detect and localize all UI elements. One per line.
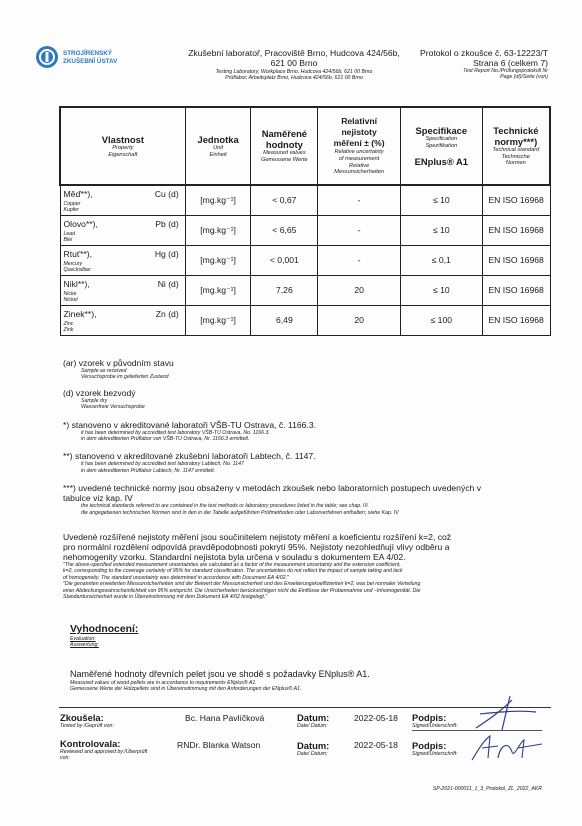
lab-address-block xyxy=(172,48,416,82)
lab-en: Testing Laboratory, Workplace Brno, Hudcova 424/56b, 621 00 Brno xyxy=(215,69,373,75)
company-logo xyxy=(36,46,176,72)
note-d-de: Wasserfreie Versuchsprobe xyxy=(81,404,145,411)
header-uncertainty: Relativní nejistoty měření ± (%) Relative uncertainty of measurement Relative Messunsicherheiten xyxy=(318,107,401,185)
uncertainty-en2: k=2, corresponding to the coverage certainty of 95% for standard classification. The uncertainties do not reflect the impact of sample taking and lack xyxy=(63,568,403,575)
tested-date-sub: Date/ Datum: xyxy=(297,723,328,729)
header-property: Vlastnost Property Eigenschaft xyxy=(60,107,185,185)
note-star1-de: in dem akkreditierten Prüflabor von VŠB-TU Ostrava, Nr. 1166.3 ermittelt. xyxy=(81,436,250,443)
logo-line1: STROJÍRENSKÝ xyxy=(63,50,112,57)
note-d-en: Sample dry xyxy=(81,397,108,404)
note-star3: ***) uvedené technické normy jsou obsaženy v metodách zkoušek nebo laboratorních postupech uvedených v xyxy=(63,483,482,494)
lab-line1: Zkušební laboratoř, Pracoviště Brno, Hudcova 424/56b, xyxy=(188,48,400,58)
uncertainty-cz1: Uvedené rozšířené nejistoty měření jsou součinitelem nejistoty měření a koeficientu rozšíření k=2, což xyxy=(63,532,452,542)
cell-uncertainty: - xyxy=(318,245,401,275)
cell-value: < 0,67 xyxy=(251,185,318,215)
cell-uncertainty: - xyxy=(318,215,401,245)
uncertainty-block xyxy=(63,532,543,600)
protocol-number: Protokol o zkoušce č. 63-12223/T xyxy=(419,48,548,58)
property-translations: Mercury Quecksilber xyxy=(63,260,91,273)
note-star1: *) stanoveno v akreditované laboratoři VŠB-TU Ostrava, č. 1166.3. xyxy=(63,419,317,430)
reviewed-sign-sub: Signed/Unterschrift: xyxy=(412,751,458,757)
cell-specification: ≤ 0,1 xyxy=(400,245,482,275)
cell-uncertainty: - xyxy=(318,185,401,215)
protocol-block xyxy=(418,48,548,81)
note-ar: (ar) vzorek v původním stavu xyxy=(63,358,174,368)
notes-block xyxy=(63,358,543,516)
tested-date-label: Datum: xyxy=(297,712,330,723)
cell-value: 7,26 xyxy=(251,275,318,305)
tested-sign-label: Podpis: xyxy=(412,712,447,723)
cell-norm: EN ISO 16968 xyxy=(482,185,550,215)
table-row xyxy=(60,245,550,275)
property-translations: Copper Kupfer xyxy=(63,201,81,213)
property-symbol: Cu (d) xyxy=(154,189,179,199)
header-technical-norm: Technické normy***) Technical standard Technische Normen xyxy=(482,107,550,185)
table-row xyxy=(60,185,550,215)
table-row xyxy=(60,305,550,335)
tested-by-name: Bc. Hana Pavlíčková xyxy=(185,713,265,723)
protocol-sub1: Test Report No./Prüfungsprotokoll Nr xyxy=(463,68,548,74)
page-number: Strana 6 (celkem 7) xyxy=(473,58,548,68)
cell-specification: ≤ 100 xyxy=(400,305,482,335)
note-star1-en: it has been determined by accredited test laboratory VŠB-TU Ostrava, No. 1166.3. xyxy=(81,429,270,436)
property-name: Rtuť**), xyxy=(63,248,93,259)
cell-property xyxy=(60,305,185,335)
note-star3-de: die angegebenen technischen Normen sind in den in der Tabelle aufgeführten Prüfmethoden oder Laborverfahren enthalten; siehe Kap. IV xyxy=(81,509,399,516)
signature-1-image xyxy=(470,690,540,734)
reviewed-date-sub: Date/ Datum: xyxy=(297,751,328,757)
document-code: SP-2021-000011_1_3_Protokol_ZL_2022_AKR xyxy=(432,786,542,792)
note-star2: **) stanoveno v akreditované zkušební laboratoři Labtech, č. 1147. xyxy=(63,451,316,462)
cell-unit: [mg.kg⁻¹] xyxy=(185,305,251,335)
cell-unit: [mg.kg⁻¹] xyxy=(185,245,251,275)
reviewed-date: 2022-05-18 xyxy=(354,740,398,750)
cell-norm: EN ISO 16968 xyxy=(482,215,550,245)
tested-by-sub: Tested by /Geprüft von: xyxy=(60,723,114,729)
uncertainty-de3: Standardunsicherheit wurde in Übereinstimmung mit dem Dokument EA 4/02 festgelegt." xyxy=(63,594,268,601)
cell-unit: [mg.kg⁻¹] xyxy=(185,215,251,245)
cell-property xyxy=(60,215,185,245)
uncertainty-cz2: pro normální rozdělení odpovídá pravděpodobnosti pokrytí 95%. Nejistoty nezohledňují vlivy odběru a xyxy=(63,542,450,552)
reviewed-by-label: Kontrolovala: xyxy=(60,738,121,749)
header-measured: Naměřené hodnoty Measured values Gemessene Werte xyxy=(251,107,318,185)
signature-2-image xyxy=(468,732,548,766)
lab-line2: 621 00 Brno xyxy=(270,58,318,68)
property-translations: Lead Blei xyxy=(63,230,76,243)
evaluation-block xyxy=(70,624,540,693)
uncertainty-en1: "The above-specified extended measurement uncertainties are calculated as a factor of the measurement uncertainty and the extension coefficient, xyxy=(63,562,401,568)
property-symbol: Hg (d) xyxy=(154,248,179,259)
tested-sign-sub: Signed/Unterschrift: xyxy=(412,723,458,729)
results-table xyxy=(59,106,551,336)
note-star2-de: in dem akkreditierten Prüflabor Labtech, Nr. 1147 ermittelt. xyxy=(81,467,216,474)
property-name: Zinek**), xyxy=(63,308,97,319)
reviewed-by-name: RNDr. Blanka Watson xyxy=(177,740,261,750)
property-symbol: Zn (d) xyxy=(155,308,179,319)
reviewed-date-label: Datum: xyxy=(297,740,330,751)
cell-unit: [mg.kg⁻¹] xyxy=(185,185,251,215)
evaluation-text: Naměřené hodnoty dřevních pelet jsou ve shodě s požadavky ENplus® A1. xyxy=(70,668,370,679)
logo-emblem-icon xyxy=(36,46,58,68)
lab-de: Prüflabor, Arbeitsplatz Brno, Hudcova 424/56b, 621 00 Brno xyxy=(225,75,363,82)
reviewed-by-sub: Reviewed and approved by:/Überprüft von: xyxy=(60,749,148,762)
note-ar-en: Sample as received xyxy=(81,368,127,374)
note-ar-de: Versuchsprobe im gelieferten Zustand xyxy=(81,374,169,381)
cell-specification: ≤ 10 xyxy=(400,215,482,245)
cell-norm: EN ISO 16968 xyxy=(482,305,550,335)
table-header-row xyxy=(60,107,550,185)
property-name: Měď**), xyxy=(63,189,93,199)
property-name: Nikl**), xyxy=(63,278,90,289)
cell-value: < 0,001 xyxy=(251,245,318,275)
note-star3-en: the technical standards referred to are contained in the test methods or laboratory procedures listed in the table; see chap. IV. xyxy=(81,503,369,510)
table-row xyxy=(60,275,550,305)
reviewed-sign-label: Podpis: xyxy=(412,740,447,751)
logo-line2: ZKUŠEBNÍ ÚSTAV xyxy=(63,57,118,65)
cell-specification: ≤ 10 xyxy=(400,275,482,305)
cell-norm: EN ISO 16968 xyxy=(482,245,550,275)
cell-property xyxy=(60,275,185,305)
cell-unit: [mg.kg⁻¹] xyxy=(185,275,251,305)
protocol-sub2: Page (of)/Seite (von) xyxy=(500,74,548,81)
note-star3-line2: tabulce viz kap. IV xyxy=(63,493,133,504)
uncertainty-cz3: nehomogenity vzorku. Standardní nejistota byla určena v souladu s dokumentem EA 4/02. xyxy=(63,552,406,562)
cell-value: 6,49 xyxy=(251,305,318,335)
evaluation-text-de: Gemessene Werte der Holzpellets sind in Übereinstimmung mit den Anforderungen der ENplus® A1. xyxy=(70,686,302,693)
evaluation-en: Evaluation: xyxy=(70,636,96,642)
property-symbol: Ni (d) xyxy=(157,278,179,289)
evaluation-de: Auswertung: xyxy=(70,642,99,649)
table-row xyxy=(60,215,550,245)
property-name: Olovo**), xyxy=(63,218,98,229)
cell-norm: EN ISO 16968 xyxy=(482,275,550,305)
cell-specification: ≤ 10 xyxy=(400,185,482,215)
note-star2-en: it has been determined by accredited test laboratory Labtech, No. 1147 xyxy=(81,461,244,468)
cell-property xyxy=(60,185,185,215)
cell-uncertainty: 20 xyxy=(318,305,401,335)
uncertainty-de2: einer Abdeckungswahrscheinlichkeit von 95% entspricht. Die Unsicherheiten berücksichtigen nicht die Einflüsse der Probennahme und –Inhomogenität. Die xyxy=(63,587,421,594)
property-translations: Nicke Nickel xyxy=(63,290,78,303)
header-specification: Specifikace Specification Spezifikation ENplus® A1 xyxy=(400,107,482,185)
tested-date: 2022-05-18 xyxy=(354,713,398,723)
tested-by-label: Zkoušela: xyxy=(60,712,104,723)
cell-uncertainty: 20 xyxy=(318,275,401,305)
cell-property xyxy=(60,245,185,275)
evaluation-title: Vyhodnocení: xyxy=(70,624,139,635)
evaluation-text-en: Measured values of wood pellets are in accordance to requirements ENplus® A1. xyxy=(70,679,257,686)
property-translations: Zinc Zink xyxy=(63,320,74,333)
note-d: (d) vzorek bezvodý xyxy=(63,387,136,398)
property-symbol: Pb (d) xyxy=(155,218,179,229)
uncertainty-en3: of homogeneity. The standard uncertainty was determined in accordance with Document EA 4/02." xyxy=(63,574,289,581)
header-unit: Jednotka Unit Einheit xyxy=(185,107,251,185)
cell-value: < 6,65 xyxy=(251,215,318,245)
uncertainty-de1: "Die genannten erweiterten Messunsicherheiten sind der Beiwert der Messunsicherheit und des Erweiterungskoeffizienten k=2, was bei normaler Verteilung xyxy=(63,581,421,588)
